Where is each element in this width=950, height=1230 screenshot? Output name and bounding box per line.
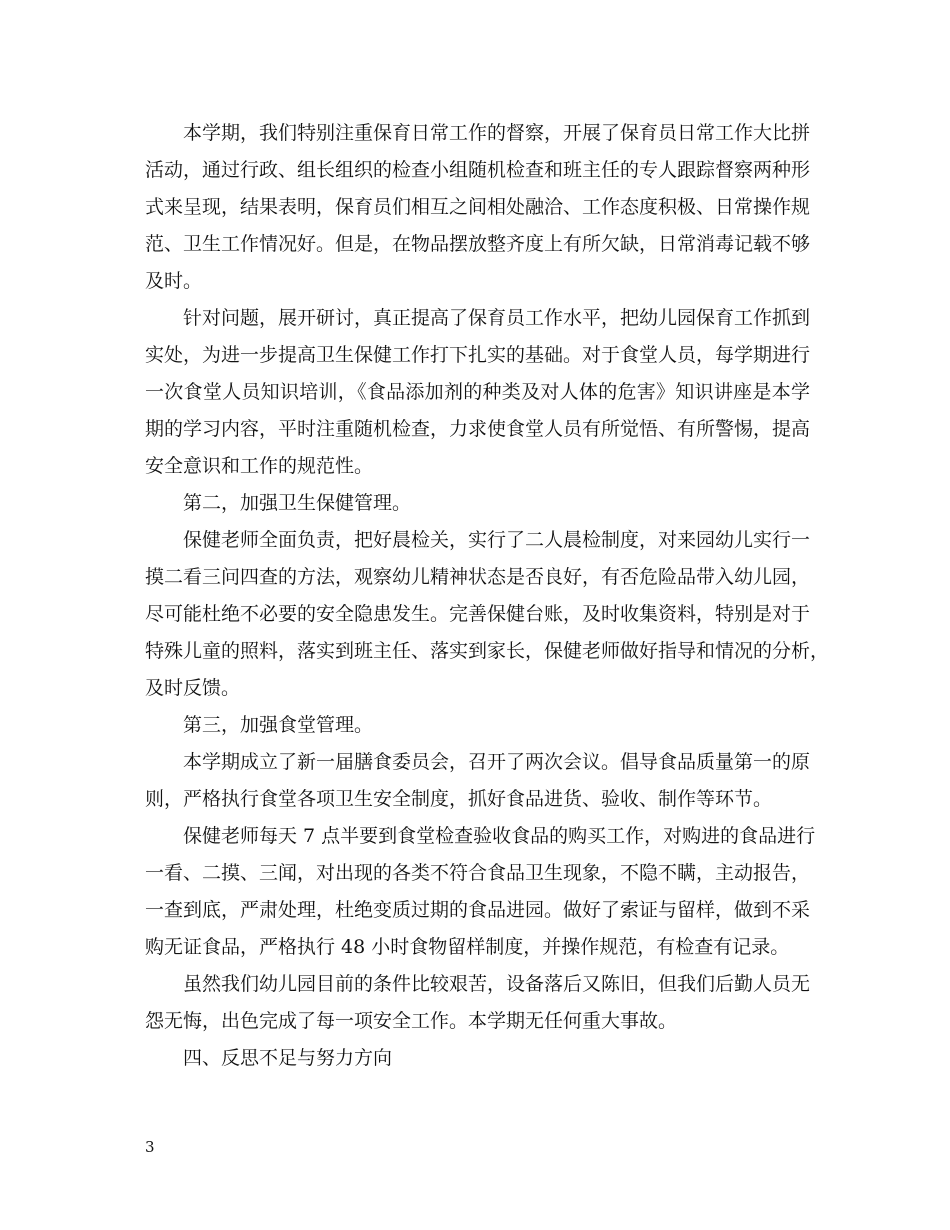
paragraph-3-line-5: 及时反馈。: [145, 677, 241, 699]
paragraph-5-line-3: 一查到底，严肃处理，杜绝变质过期的食品进园。做好了索证与留样，做到不采: [145, 899, 811, 921]
paragraph-2-line-1: 针对问题，展开研讨，真正提高了保育员工作水平，把幼儿园保育工作抓到: [183, 307, 811, 329]
paragraph-1-line-2: 活动，通过行政、组长组织的检查小组随机检查和班主任的专人跟踪督察两种形: [145, 159, 811, 181]
paragraph-4-line-2: 则，严格执行食堂各项卫生安全制度，抓好食品进货、验收、制作等环节。: [145, 788, 773, 810]
paragraph-5-line-2: 一看、二摸、三闻，对出现的各类不符合食品卫生现象，不隐不瞒，主动报告，: [145, 862, 811, 884]
paragraph-2-line-5: 安全意识和工作的规范性。: [145, 455, 374, 477]
paragraph-5-line-4: 购无证食品，严格执行 48 小时食物留样制度，并操作规范，有检查有记录。: [145, 936, 790, 958]
paragraph-2-line-3: 一次食堂人员知识培训，《食品添加剂的种类及对人体的危害》知识讲座是本学: [145, 381, 810, 403]
paragraph-6-line-1: 虽然我们幼儿园目前的条件比较艰苦，设备落后又陈旧，但我们后勤人员无: [183, 973, 811, 995]
paragraph-3-line-2: 摸二看三问四查的方法，观察幼儿精神状态是否良好，有否危险品带入幼儿园，: [145, 566, 811, 588]
paragraph-3-line-1: 保健老师全面负责，把好晨检关，实行了二人晨检制度，对来园幼儿实行一: [183, 529, 811, 551]
paragraph-3-line-3: 尽可能杜绝不必要的安全隐患发生。完善保健台账，及时收集资料，特别是对于: [145, 603, 811, 625]
paragraph-2-line-2: 实处，为进一步提高卫生保健工作打下扎实的基础。对于食堂人员，每学期进行: [145, 344, 811, 366]
paragraph-6-line-2: 怨无悔，出色完成了每一项安全工作。本学期无任何重大事故。: [145, 1010, 678, 1032]
paragraph-2-line-4: 期的学习内容，平时注重随机检查，力求使食堂人员有所觉悟、有所警惕，提高: [145, 418, 811, 440]
paragraph-1-line-1: 本学期，我们特别注重保育日常工作的督察，开展了保育员日常工作大比拼: [183, 122, 811, 144]
paragraph-1-line-3: 式来呈现，结果表明，保育员们相互之间相处融洽、工作态度积极、日常操作规: [145, 196, 811, 218]
paragraph-3-line-4: 特殊儿童的照料，落实到班主任、落实到家长，保健老师做好指导和情况的分析，: [145, 640, 830, 662]
section-heading-4: 四、反思不足与努力方向: [183, 1047, 393, 1069]
paragraph-1-line-5: 及时。: [145, 270, 203, 292]
page-number: 3: [145, 1138, 155, 1156]
paragraph-4-line-1: 本学期成立了新一届膳食委员会，召开了两次会议。倡导食品质量第一的原: [183, 751, 811, 773]
section-heading-2: 第二，加强卫生保健管理。: [183, 492, 412, 514]
paragraph-1-line-4: 范、卫生工作情况好。但是，在物品摆放整齐度上有所欠缺，日常消毒记载不够: [145, 233, 811, 255]
paragraph-5-line-1: 保健老师每天 7 点半要到食堂检查验收食品的购买工作，对购进的食品进行: [183, 825, 816, 847]
section-heading-3: 第三，加强食堂管理。: [183, 714, 374, 736]
